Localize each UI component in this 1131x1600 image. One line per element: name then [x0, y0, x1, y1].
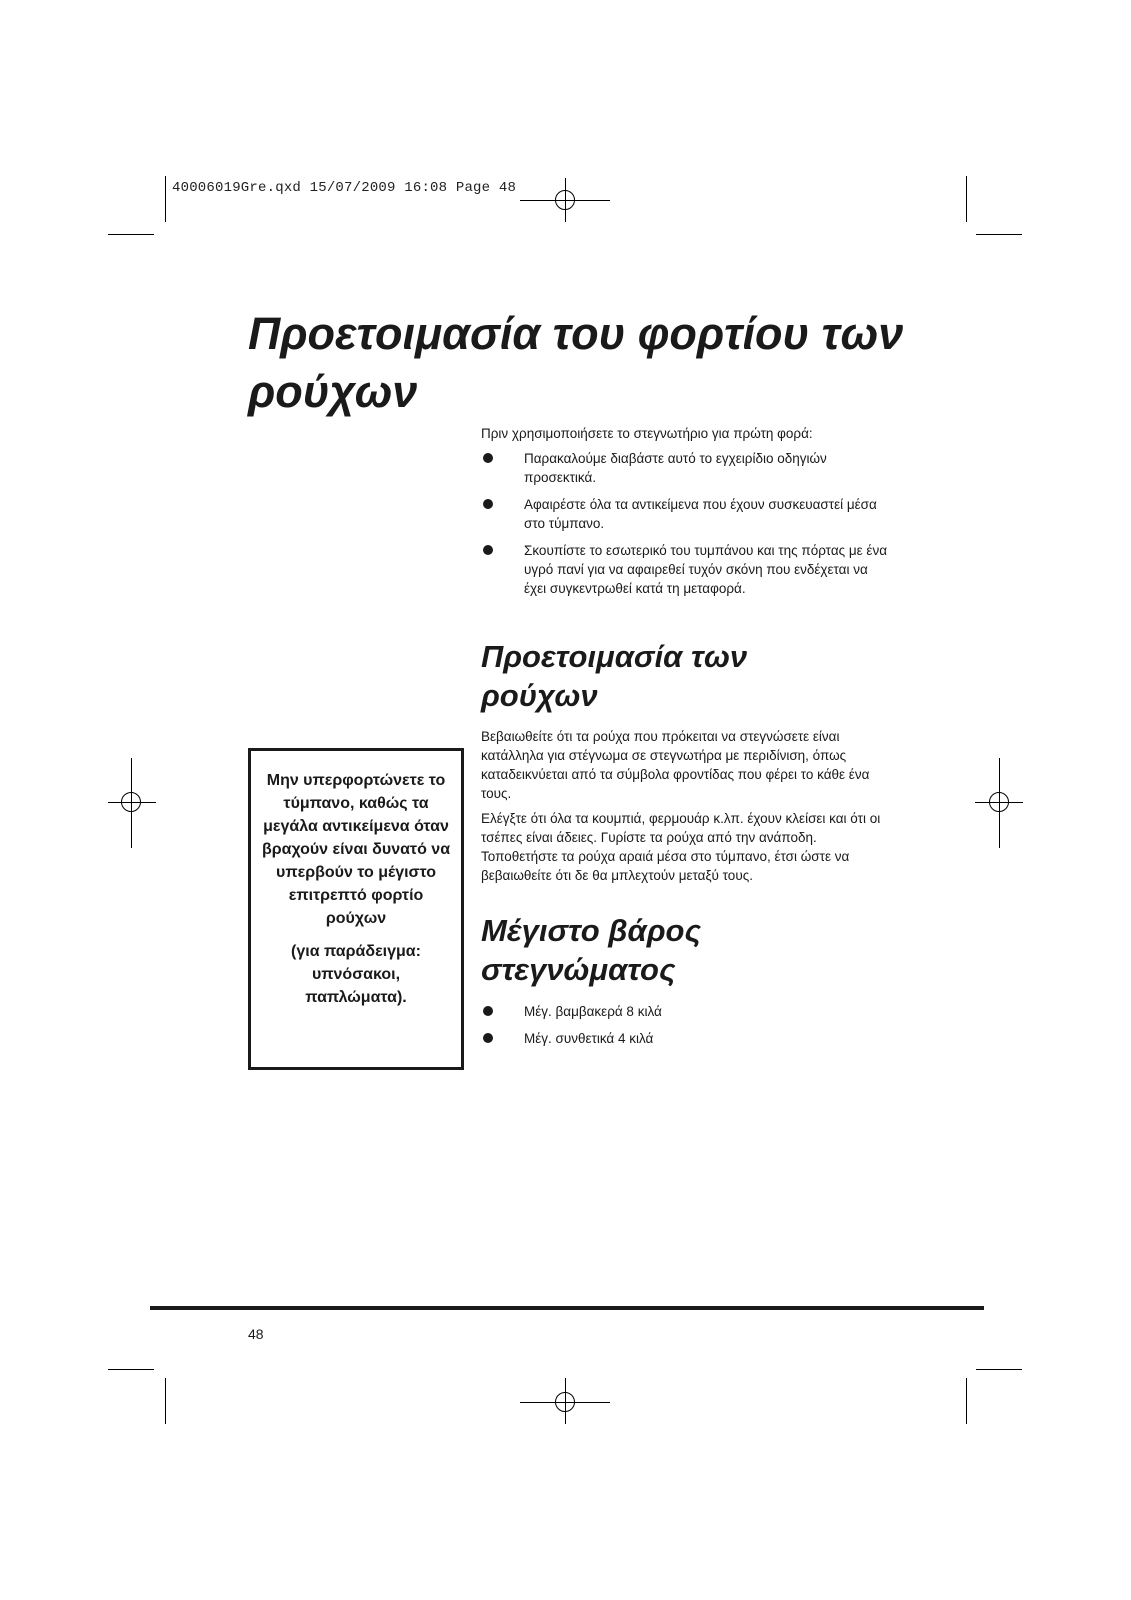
bullet-icon [483, 1033, 493, 1043]
list-item: Μέγ. συνθετικά 4 κιλά [481, 1029, 891, 1048]
prep-section [481, 727, 891, 891]
crop-mark [966, 176, 967, 222]
warning-example: (για παράδειγμα: υπνόσακοι, παπλώματα). [291, 943, 421, 1006]
page-number: 48 [248, 1326, 264, 1342]
list-item: Μέγ. βαμβακερά 8 κιλά [481, 1002, 891, 1021]
list-item: Σκουπίστε το εσωτερικό του τυμπάνου και της πόρτας με ένα υγρό πανί για να αφαιρεθεί τυχόν σκόνη που ενδέχεται να έχει συγκεντρωθεί κατά τη μεταφορά. [481, 541, 891, 598]
bullet-icon [483, 453, 493, 463]
print-slug: 40006019Gre.qxd 15/07/2009 16:08 Page 48 [172, 180, 517, 196]
warning-box [248, 748, 464, 1070]
crop-mark [976, 234, 1022, 235]
weight-list [481, 1002, 891, 1048]
prep-paragraph-2: Ελέγξτε ότι όλα τα κουμπιά, φερμουάρ κ.λπ. έχουν κλείσει και ότι οι τσέπες είναι άδειες. Γυρίστε τα ρούχα από την ανάποδη. Τοποθετήστε τα ρούχα αραιά μέσα στο τύμπανο, έτσι ώστε να βεβαιωθείτε ότι δε θα μπλεχτούν μεταξύ τους. [481, 811, 881, 883]
intro-lead: Πριν χρησιμοποιήσετε το στεγνωτήριο για πρώτη φορά: [481, 426, 813, 441]
intro-list [481, 449, 891, 598]
crop-mark [966, 1378, 967, 1424]
page-title: Προετοιμασία του φορτίου των ρούχων [248, 308, 904, 417]
footer-divider [150, 1306, 984, 1310]
list-item: Αφαιρέστε όλα τα αντικείμενα που έχουν συσκευαστεί μέσα στο τύμπανο. [481, 495, 891, 533]
weight-section [481, 1002, 891, 1056]
bullet-icon [483, 1006, 493, 1016]
crop-mark [165, 176, 166, 222]
bullet-icon [483, 545, 493, 555]
crop-mark [108, 234, 154, 235]
crop-mark [108, 1369, 154, 1370]
section-title-weight: Μέγιστο βάρος στεγνώματος [481, 913, 701, 987]
section-title-prep: Προετοιμασία των ρούχων [481, 639, 748, 713]
intro-section [481, 424, 891, 606]
crop-mark [165, 1378, 166, 1424]
crop-mark [976, 1369, 1022, 1370]
bullet-icon [483, 499, 493, 509]
prep-paragraph-1: Βεβαιωθείτε ότι τα ρούχα που πρόκειται να στεγνώσετε είναι κατάλληλα για στέγνωμα σε στεγνωτήρα με περιδίνιση, όπως καταδεικνύεται από τα σύμβολα φροντίδας που φέρει το κάθε ένα τους. [481, 729, 870, 801]
warning-text: Μην υπερφορτώνετε το τύμπανο, καθώς τα μεγάλα αντικείμενα όταν βραχούν είναι δυνατό να υπερβούν το μέγιστο επιτρεπτό φορτίο ρούχων [261, 772, 451, 927]
list-item: Παρακαλούμε διαβάστε αυτό το εγχειρίδιο οδηγιών προσεκτικά. [481, 449, 891, 487]
